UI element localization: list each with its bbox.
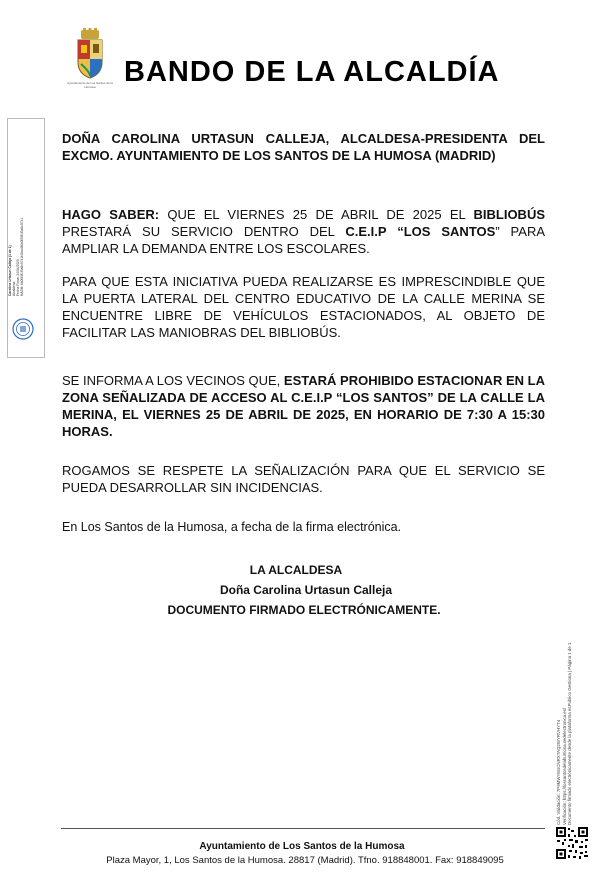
bibliobus-label: BIBLIOBÚS (473, 207, 545, 222)
validation-code: Cód. Validación: 7P9MWY8GCNRXTAQ2WYRVHYT4 (556, 719, 561, 825)
platform-note: Documento firmado electrónicamente desde la plataforma esPublico Gestiona | Página 1 de 1 (567, 642, 572, 825)
stamp-role: Alcaldesa (12, 281, 16, 296)
school-name: C.E.I.P “LOS SANTOS (345, 224, 496, 239)
parking-notice-intro: SE INFORMA A LOS VECINOS QUE, (62, 373, 284, 388)
parking-notice-paragraph (62, 372, 545, 440)
announcement-text-2: PRESTARÁ SU SERVICIO DENTRO DEL (62, 224, 346, 239)
electronic-signature-note: DOCUMENTO FIRMADO ELECTRÓNICAMENTE. (167, 603, 441, 617)
document-title: BANDO DE LA ALCALDÍA (124, 56, 500, 88)
crest-caption: Ayuntamiento de Los Santos de la Humosa (67, 81, 113, 89)
place-date: En Los Santos de la Humosa, a fecha de la firma electrónica. (62, 520, 402, 534)
hago-saber-label: HAGO SABER: (62, 207, 160, 222)
signer-role: LA ALCALDESA (249, 563, 343, 577)
parking-prohibition: ESTARÁ PROHIBIDO ESTACIONAR EN LA ZONA SEÑALIZADA DE ACCESO AL C.E.I.P “LOS SANTOS” DE LA CALLE LA MERINA, EL VIERNES 25 DE ABRIL DE 2025, EN HORARIO DE 7:30 A 15:30 HORAS. (62, 373, 545, 439)
issuer-paragraph: DOÑA CAROLINA URTASUN CALLEJA, ALCALDESA-PRESIDENTA DEL EXCMO. AYUNTAMIENTO DE LOS SANTOS DE LA HUMOSA (MADRID) (62, 131, 545, 163)
footer-divider (61, 828, 545, 829)
footer-organization: Ayuntamiento de Los Santos de la Humosa (199, 841, 405, 852)
stamp-signer: Carolina Urtasun Calleja (1 de 1) (8, 245, 12, 296)
municipal-seal-icon (12, 318, 34, 340)
verification-block (556, 555, 590, 825)
verification-url[interactable]: Verificación: https://lossantosdelahumosa.sedelectronica.es/ (561, 707, 567, 825)
coat-of-arms-icon (74, 28, 106, 82)
announcement-text-3: ” PARA AMPLIAR LA DEMANDA ENTRE LOS ESCOLARES. (62, 224, 545, 256)
qr-code-icon (555, 826, 589, 860)
announcement-paragraph (62, 206, 545, 257)
announcement-text-1: QUE EL VIERNES 25 DE ABRIL DE 2025 EL (159, 207, 474, 222)
requirement-paragraph: PARA QUE ESTA INICIATIVA PUEDA REALIZARSE ES IMPRESCINDIBLE QUE LA PUERTA LATERAL DEL CENTRO EDUCATIVO DE LA CALLE MERINA SE ENCUENTRE LIBRE DE VEHÍCULOS ESTACIONADOS, AL OBJETO DE FACILITAR LAS MANIOBRAS DEL BIBLIOBÚS. (62, 274, 545, 340)
signature-stamp (8, 186, 38, 296)
request-paragraph: ROGAMOS SE RESPETE LA SEÑALIZACIÓN PARA QUE EL SERVICIO SE PUEDA DESARROLLAR SIN INCIDENCIAS. (62, 463, 545, 495)
footer-address: Plaza Mayor, 1, Los Santos de la Humosa. 28817 (Madrid). Tfno. 918848001. Fax: 918849095 (106, 855, 504, 866)
stamp-hash: HASH: 6b0f35f1f3a5c9741f48cd4f6b0f35f1f3a5c9741 (20, 217, 24, 296)
signer-name: Doña Carolina Urtasun Calleja (219, 583, 393, 597)
stamp-date: Fecha Firma: 24/04/2025 (16, 259, 20, 296)
